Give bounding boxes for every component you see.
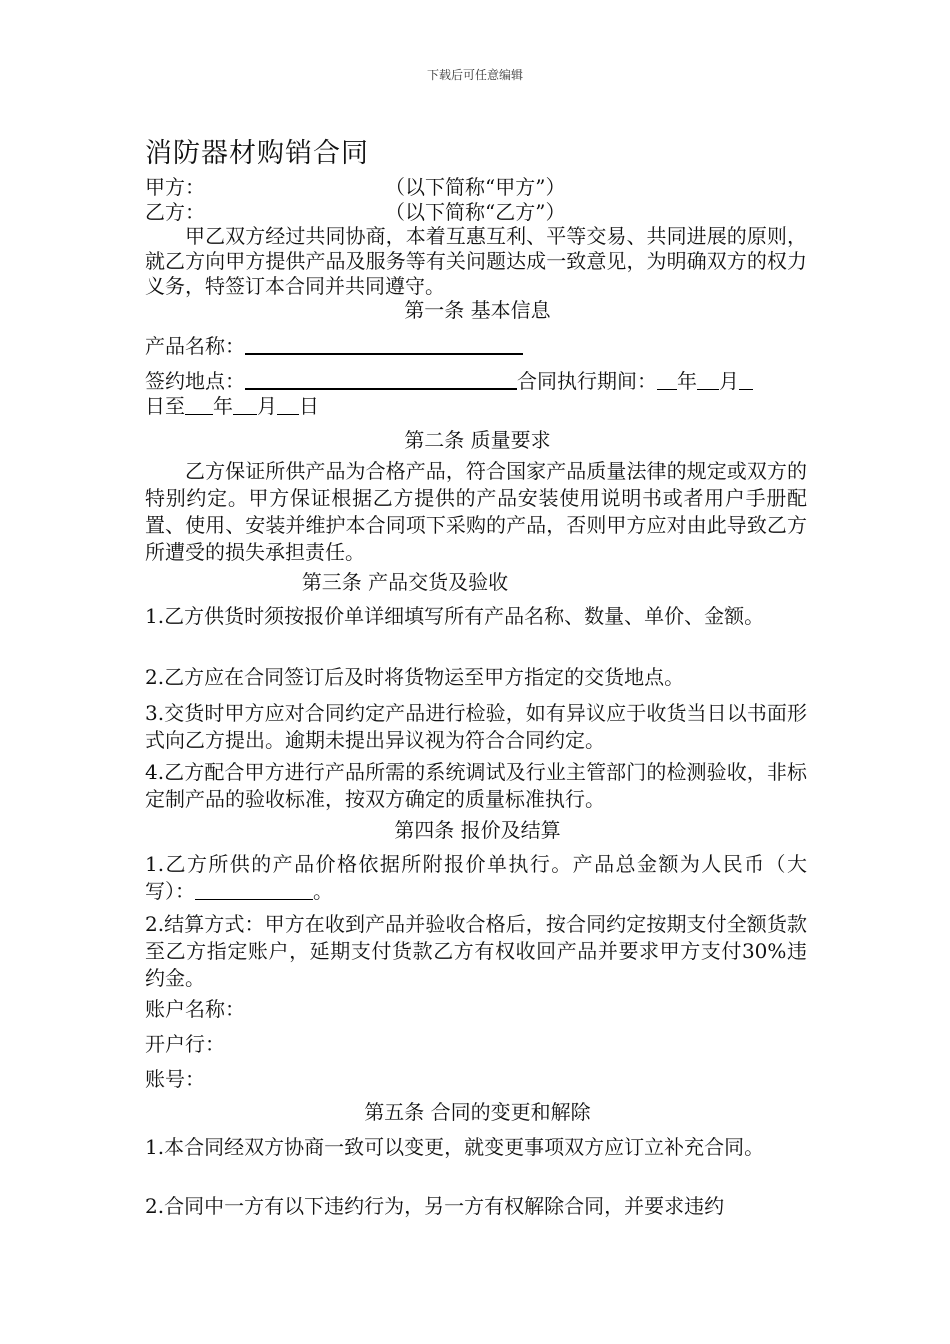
account-name-label: 账户名称： bbox=[145, 997, 245, 1021]
article5-heading: 第五条 合同的变更和解除 bbox=[364, 1100, 591, 1124]
end-year-text: 年 bbox=[213, 394, 233, 418]
day-to-text: 日至 bbox=[145, 394, 185, 418]
party-a-line bbox=[145, 175, 810, 200]
party-a-label: 甲方： bbox=[145, 175, 205, 199]
end-year-blank[interactable] bbox=[185, 395, 213, 415]
article2-text: 乙方保证所供产品为合格产品，符合国家产品质量法律的规定或双方的特别约定。甲方保证根据乙方提供的产品安装使用说明书或者用户手册配置、使用、安装并维护本合同项下采购的产品，否则甲方应对由此导致乙方所遭受的损失承担责任。 bbox=[145, 459, 807, 564]
end-day-text: 日 bbox=[299, 394, 319, 418]
article3-item-4: 4.乙方配合甲方进行产品所需的系统调试及行业主管部门的检测验收，非标定制产品的验收标准，按双方确定的质量标准执行。 bbox=[145, 760, 807, 811]
month-text: 月 bbox=[719, 369, 739, 393]
total-amount-end: 。 bbox=[313, 879, 333, 903]
product-name-label: 产品名称： bbox=[145, 334, 245, 358]
product-name-blank[interactable] bbox=[245, 334, 523, 355]
bank-label: 开户行： bbox=[145, 1032, 225, 1056]
period-label: 合同执行期间： bbox=[517, 369, 657, 393]
article3-heading: 第三条 产品交货及验收 bbox=[301, 570, 509, 594]
article3-item-1: 1.乙方供货时须按报价单详细填写所有产品名称、数量、单价、金额。 bbox=[145, 604, 765, 628]
article4-item-2: 2.结算方式：甲方在收到产品并验收合格后，按合同约定按期支付全额货款至乙方指定账户，延期支付货款乙方有权收回产品并要求甲方支付30%违约金。 bbox=[145, 912, 807, 990]
article5-item-1: 1.本合同经双方协商一致可以变更，就变更事项双方应订立补充合同。 bbox=[145, 1135, 765, 1159]
start-month-blank[interactable] bbox=[697, 370, 719, 390]
party-a-alias: （以下简称“甲方”） bbox=[385, 175, 566, 199]
product-name-line bbox=[145, 334, 810, 359]
article3-item-3: 3.交货时甲方应对合同约定产品进行检验，如有异议应于收货当日以书面形式向乙方提出。逾期未提出异议视为符合合同约定。 bbox=[145, 701, 807, 752]
year-text: 年 bbox=[677, 369, 697, 393]
total-amount-blank[interactable] bbox=[195, 880, 313, 900]
sign-place-line bbox=[145, 369, 810, 394]
header-note: 下载后可任意编辑 bbox=[426, 68, 523, 82]
article4-item-1 bbox=[145, 851, 807, 905]
sign-place-blank[interactable] bbox=[245, 369, 517, 390]
article5-item-2: 2.合同中一方有以下违约行为，另一方有权解除合同，并要求违约 bbox=[145, 1194, 725, 1218]
account-number-label: 账号： bbox=[145, 1067, 205, 1091]
party-b-label: 乙方： bbox=[145, 200, 205, 224]
article1-heading: 第一条 基本信息 bbox=[404, 298, 551, 322]
contract-title: 消防器材购销合同 bbox=[145, 138, 369, 169]
intro-paragraph: 甲乙双方经过共同协商，本着互惠互利、平等交易、共同进展的原则，就乙方向甲方提供产品及服务等有关问题达成一致意见，为明确双方的权力义务，特签订本合同并共同遵守。 bbox=[145, 224, 807, 298]
party-b-alias: （以下简称“乙方”） bbox=[385, 200, 566, 224]
end-month-blank[interactable] bbox=[233, 395, 257, 415]
sign-place-label: 签约地点： bbox=[145, 369, 245, 393]
article3-item-2: 2.乙方应在合同签订后及时将货物运至甲方指定的交货地点。 bbox=[145, 665, 685, 689]
end-day-blank[interactable] bbox=[277, 395, 299, 415]
period-line-2 bbox=[145, 394, 810, 419]
end-month-text: 月 bbox=[257, 394, 277, 418]
total-amount-text: 1.乙方所供的产品价格依据所附报价单执行。产品总金额为人民币（大写）： bbox=[145, 852, 807, 903]
article4-heading: 第四条 报价及结算 bbox=[394, 818, 561, 842]
start-year-blank[interactable] bbox=[657, 370, 677, 390]
article2-heading: 第二条 质量要求 bbox=[404, 428, 551, 452]
party-b-line bbox=[145, 200, 810, 225]
start-day-blank[interactable] bbox=[739, 370, 753, 390]
